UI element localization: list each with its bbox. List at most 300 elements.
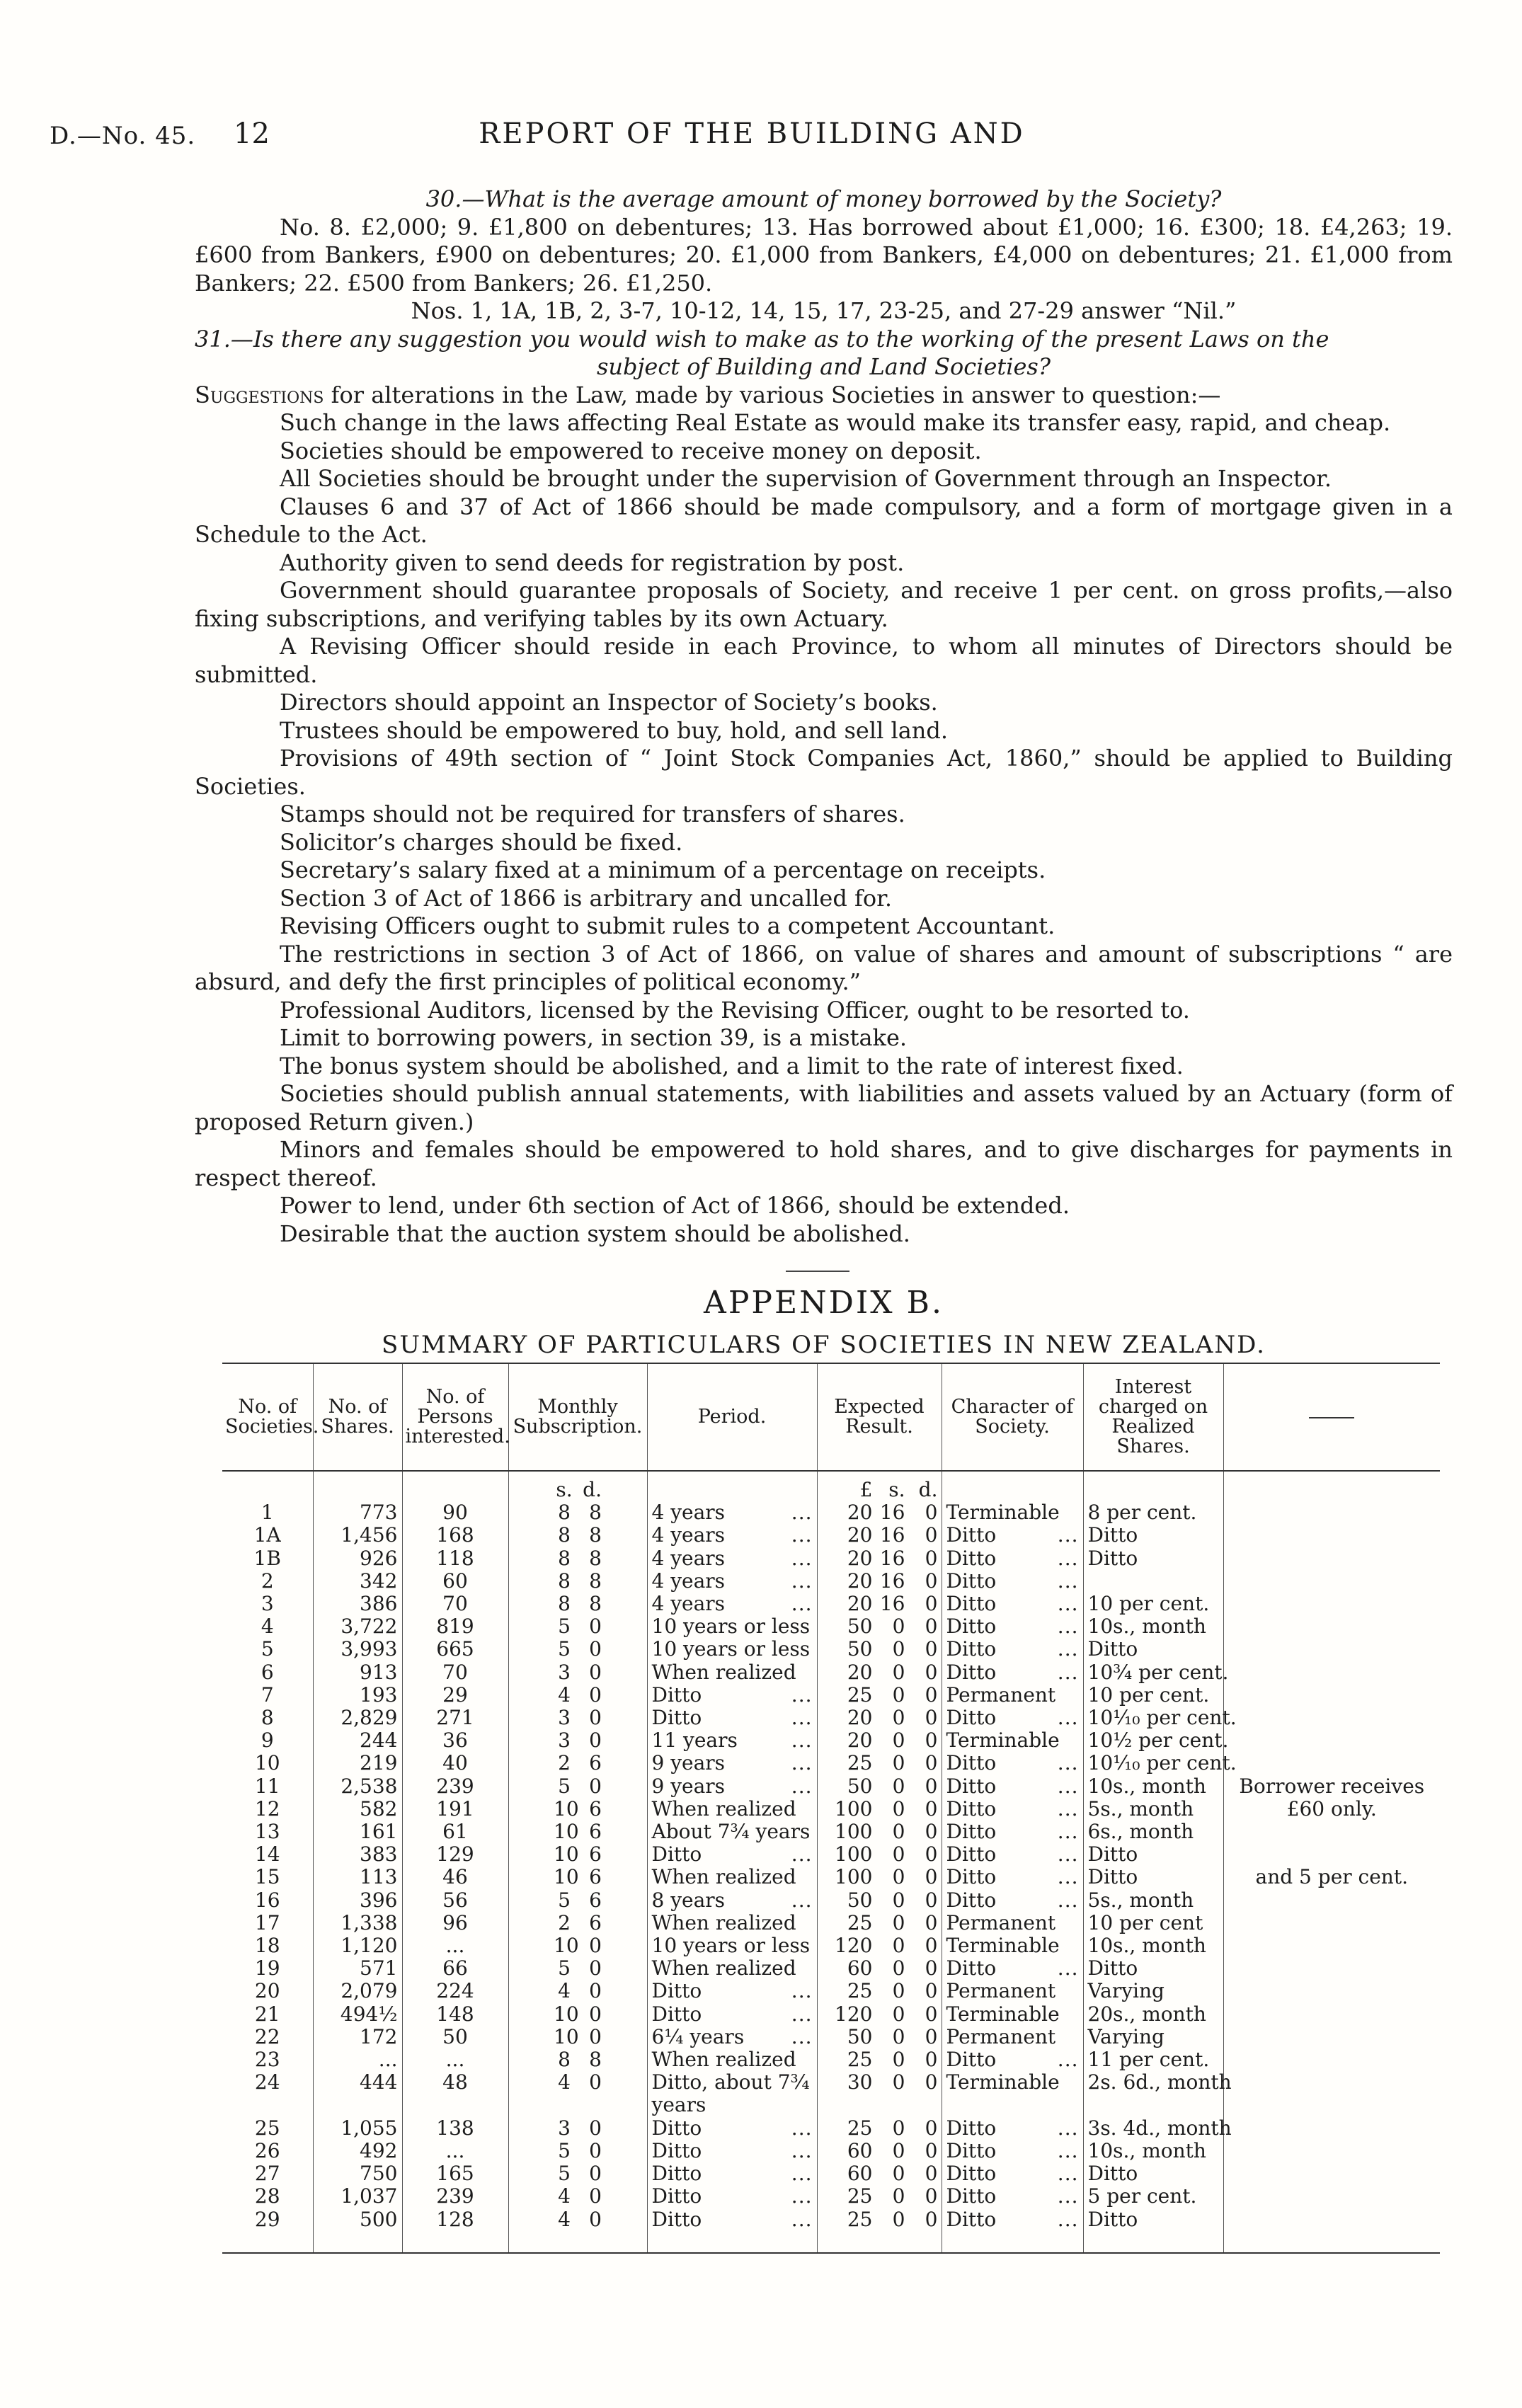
persons-count: 165 <box>436 2162 474 2186</box>
society-number: 5 <box>261 1637 274 1661</box>
remarks-cell <box>1223 1934 1440 1957</box>
society-number: 1 <box>261 1501 274 1525</box>
period-dots: ... <box>791 1569 813 1593</box>
sub-shillings: 3 <box>558 1706 571 1730</box>
character-dots: ... <box>1057 1888 1079 1912</box>
result-shillings: 0 <box>892 2162 905 2186</box>
suggestions-intro <box>195 382 1453 410</box>
interest: 3s. 4d., month <box>1087 2116 1232 2140</box>
sub-shillings: 5 <box>558 1774 571 1798</box>
character: Ditto <box>946 1865 997 1889</box>
table-row <box>222 1866 1440 1888</box>
character-dots: ... <box>1057 1637 1079 1661</box>
sub-shillings: 4 <box>558 1979 571 2003</box>
sub-shillings: 10 <box>554 1865 579 1889</box>
persons-count: 239 <box>436 2184 474 2208</box>
persons-count: 90 <box>442 1501 468 1525</box>
sub-pence: 8 <box>589 1501 602 1525</box>
character: Ditto <box>946 1842 997 1867</box>
sub-shillings: 10 <box>554 2002 579 2026</box>
shares-count: 492 <box>360 2138 398 2162</box>
suggestion-item: Minors and females should be empowered to hold shares, and to give discharges for payments in respect thereof. <box>195 1136 1453 1191</box>
remarks-cell <box>1223 1889 1440 1912</box>
persons-count: 66 <box>442 1956 468 1980</box>
shares-count: 383 <box>360 1842 398 1867</box>
shares-count: 571 <box>360 1956 398 1980</box>
result-pence: 0 <box>925 1569 938 1593</box>
interest: Varying <box>1087 2024 1165 2048</box>
interest: 10⅒ per cent. <box>1087 1751 1237 1775</box>
remarks-cell <box>1223 1752 1440 1775</box>
result-pence: 0 <box>925 2070 938 2094</box>
persons-count: 168 <box>436 1523 474 1547</box>
result-shillings: 0 <box>892 1615 905 1639</box>
society-number: 2 <box>261 1569 274 1593</box>
period: 4 years <box>651 1546 726 1570</box>
sub-pence: 8 <box>589 2048 602 2072</box>
remarks-cell <box>1223 1912 1440 1934</box>
period: Ditto <box>651 1682 702 1707</box>
result-pence: 0 <box>925 2116 938 2140</box>
suggestion-item: Directors should appoint an Inspector of Society’s books. <box>280 689 938 716</box>
result-shillings: 0 <box>892 1979 905 2003</box>
sub-pence: 8 <box>589 1523 602 1547</box>
header-societies: No. of Societies. <box>222 1363 313 1471</box>
period-dots: ... <box>791 2207 813 2231</box>
question-31-title-cont: subject of Building and Land Societies? <box>596 353 1051 380</box>
header-interest: Interest charged on Realized Shares. <box>1083 1363 1223 1471</box>
character: Terminable <box>946 1501 1060 1525</box>
remarks-cell <box>1223 2208 1440 2252</box>
result-shillings: 0 <box>892 1660 905 1684</box>
society-number: 15 <box>254 1865 280 1889</box>
persons-count: 61 <box>442 1820 468 1844</box>
sub-pence: 0 <box>589 1660 602 1684</box>
result-pounds: 100 <box>835 1842 873 1867</box>
period: Ditto, about 7¾ <box>651 2070 810 2094</box>
period-dots: ... <box>791 1774 813 1798</box>
sub-pence: 0 <box>589 2162 602 2186</box>
interest: Ditto <box>1087 2207 1138 2231</box>
period: years <box>651 2093 706 2117</box>
character: Ditto <box>946 2116 997 2140</box>
society-number: 1A <box>253 1523 281 1547</box>
result-pence: 0 <box>925 2184 938 2208</box>
remark-line: Borrower receives <box>1239 1774 1425 1798</box>
shares-count: 172 <box>360 2024 398 2048</box>
shares-count: 582 <box>360 1796 398 1821</box>
period: Ditto <box>651 2116 702 2140</box>
table-row <box>222 1501 1440 1524</box>
sub-shillings: 10 <box>554 2024 579 2048</box>
character-dots: ... <box>1057 2162 1079 2186</box>
result-pence: 0 <box>925 2002 938 2026</box>
interest: 20s., month <box>1087 2002 1206 2026</box>
result-shillings: 16 <box>879 1501 905 1525</box>
sub-shillings: 5 <box>558 2162 571 2186</box>
result-shillings: 0 <box>892 2184 905 2208</box>
table-row <box>222 1707 1440 1729</box>
result-shillings: 0 <box>892 1820 905 1844</box>
sub-pence: 0 <box>589 1774 602 1798</box>
result-pounds: 25 <box>847 1682 873 1707</box>
society-number: 23 <box>254 2048 280 2072</box>
suggestions-lead: Suggestions <box>195 381 324 408</box>
interest: 5s., month <box>1087 1796 1194 1821</box>
interest: Varying <box>1087 1979 1165 2003</box>
character: Permanent <box>946 1910 1056 1934</box>
persons-count: 70 <box>442 1660 468 1684</box>
result-shillings: 0 <box>892 2002 905 2026</box>
character: Ditto <box>946 1888 997 1912</box>
result-pence: 0 <box>925 1774 938 1798</box>
persons-count: 665 <box>436 1637 474 1661</box>
remarks-cell <box>1223 1593 1440 1615</box>
table-row <box>222 1684 1440 1707</box>
remarks-cell <box>1223 2026 1440 2048</box>
shares-count: ... <box>378 2048 398 2072</box>
shares-count: 2,538 <box>341 1774 398 1798</box>
shares-count: 193 <box>360 1682 398 1707</box>
result-pounds: 120 <box>835 2002 873 2026</box>
character-dots: ... <box>1057 1796 1079 1821</box>
result-pounds: 60 <box>847 2138 873 2162</box>
result-pence: 0 <box>925 1637 938 1661</box>
shares-count: 1,055 <box>341 2116 398 2140</box>
period-dots: ... <box>791 1888 813 1912</box>
table-row <box>222 1729 1440 1752</box>
result-pence: 0 <box>925 1615 938 1639</box>
result-pounds: 50 <box>847 1888 873 1912</box>
question-30-answer: No. 8. £2,000; 9. £1,800 on debentures; 13. Has borrowed about £1,000; 16. £300; 18. £4,263; 19. £600 from Bankers, £900 on debentures; 20. £1,000 from Bankers, £4,000 on debentures; 21. £1,000 from Bankers; 22. £500 from Bankers; 26. £1,250. <box>195 213 1453 297</box>
persons-count: 271 <box>436 1706 474 1730</box>
result-shillings: 0 <box>892 1751 905 1775</box>
result-pence: 0 <box>925 1910 938 1934</box>
society-number: 24 <box>254 2070 280 2094</box>
period-dots: ... <box>791 1842 813 1867</box>
sub-pence: 0 <box>589 1956 602 1980</box>
result-pounds: 20 <box>847 1546 873 1570</box>
interest: 10 per cent. <box>1087 1592 1210 1616</box>
persons-count: ... <box>445 1934 465 1958</box>
society-number: 19 <box>254 1956 280 1980</box>
result-pounds: 20 <box>847 1706 873 1730</box>
result-pounds: 25 <box>847 2116 873 2140</box>
result-pounds: 25 <box>847 1751 873 1775</box>
character-dots: ... <box>1057 2048 1079 2072</box>
remarks-cell <box>1223 1843 1440 1866</box>
result-shillings: 0 <box>892 2048 905 2072</box>
result-shillings: 0 <box>892 1910 905 1934</box>
suggestion-item: Power to lend, under 6th section of Act of 1866, should be extended. <box>280 1192 1070 1219</box>
sub-shillings: 4 <box>558 2070 571 2094</box>
society-number: 18 <box>254 1934 280 1958</box>
period-dots: ... <box>791 2116 813 2140</box>
society-number: 25 <box>254 2116 280 2140</box>
period-dots: ... <box>791 2162 813 2186</box>
period: When realized <box>651 1660 796 1684</box>
shares-count: 2,829 <box>341 1706 398 1730</box>
table-row <box>222 2208 1440 2252</box>
result-shillings: 0 <box>892 2138 905 2162</box>
suggestion-item: Societies should publish annual statements, with liabilities and assets valued by an Actuary (form of proposed Return given.) <box>195 1080 1453 1135</box>
period: When realized <box>651 1865 796 1889</box>
result-pounds: 60 <box>847 2162 873 2186</box>
character-dots: ... <box>1057 1820 1079 1844</box>
result-shillings: 0 <box>892 1774 905 1798</box>
header-persons: No. of Persons interested. <box>402 1363 508 1471</box>
result-shillings: 0 <box>892 1888 905 1912</box>
character-dots: ... <box>1057 1615 1079 1639</box>
result-pence: 0 <box>925 1592 938 1616</box>
character: Ditto <box>946 1637 997 1661</box>
result-pounds: 50 <box>847 1774 873 1798</box>
interest: 10s., month <box>1087 1615 1206 1639</box>
sub-shillings: 4 <box>558 2184 571 2208</box>
result-shillings: 0 <box>892 2116 905 2140</box>
period: 8 years <box>651 1888 726 1912</box>
shares-count: 750 <box>360 2162 398 2186</box>
persons-count: ... <box>445 2138 465 2162</box>
society-number: 8 <box>261 1706 274 1730</box>
character: Ditto <box>946 1592 997 1616</box>
suggestion-item: Section 3 of Act of 1866 is arbitrary and uncalled for. <box>280 884 893 912</box>
remarks-cell <box>1223 1570 1440 1593</box>
remarks-cell <box>1223 2003 1440 2026</box>
persons-count: 224 <box>436 1979 474 2003</box>
sub-pence: 0 <box>589 2138 602 2162</box>
period: Ditto <box>651 2207 702 2231</box>
interest: 10 per cent. <box>1087 1682 1210 1707</box>
remarks-cell <box>1223 1501 1440 1524</box>
suggestion-item: The restrictions in section 3 of Act of 1866, on value of shares and amount of subscriptions “ are absurd, and defy the first principles of political economy.” <box>195 940 1453 995</box>
suggestion-item: Such change in the laws affecting Real Estate as would make its transfer easy, rapid, and cheap. <box>280 409 1391 436</box>
shares-count: 1,338 <box>341 1910 398 1934</box>
running-head <box>50 115 1454 157</box>
suggestion-item: Provisions of 49th section of “ Joint Stock Companies Act, 1860,” should be applied to Building Societies. <box>195 745 1453 800</box>
period: 4 years <box>651 1501 726 1525</box>
character-dots: ... <box>1057 1842 1079 1867</box>
character-dots: ... <box>1057 1865 1079 1889</box>
sub-pence: 8 <box>589 1546 602 1570</box>
result-pence: 0 <box>925 1682 938 1707</box>
table-header-row <box>222 1363 1440 1471</box>
table-row <box>222 1593 1440 1615</box>
remarks-cell <box>1223 1684 1440 1707</box>
period-dots: ... <box>791 1546 813 1570</box>
sub-pence: 0 <box>589 1637 602 1661</box>
table-row <box>222 1957 1440 1980</box>
sub-shillings: 8 <box>558 1501 571 1525</box>
period: Ditto <box>651 1706 702 1730</box>
period: Ditto <box>651 2138 702 2162</box>
society-number: 1B <box>253 1546 281 1570</box>
shares-count: 2,079 <box>341 1979 398 2003</box>
interest: Ditto <box>1087 1842 1138 1867</box>
interest: 10s., month <box>1087 2138 1206 2162</box>
shares-count: 396 <box>360 1888 398 1912</box>
shares-count: 1,456 <box>341 1523 398 1547</box>
character-dots: ... <box>1057 1751 1079 1775</box>
sub-pence: 0 <box>589 1615 602 1639</box>
period: 4 years <box>651 1569 726 1593</box>
persons-count: 56 <box>442 1888 468 1912</box>
period: Ditto <box>651 1842 702 1867</box>
remarks-cell <box>1223 1821 1440 1843</box>
character: Ditto <box>946 2048 997 2072</box>
result-pounds: 100 <box>835 1820 873 1844</box>
sub-pence: 6 <box>589 1865 602 1889</box>
suggestion-item: Revising Officers ought to submit rules to a competent Accountant. <box>280 912 1055 939</box>
result-pence: 0 <box>925 2138 938 2162</box>
persons-count: 36 <box>442 1728 468 1753</box>
table-row <box>222 2071 1440 2094</box>
character: Ditto <box>946 1546 997 1570</box>
period: About 7¾ years <box>651 1820 811 1844</box>
table-row <box>222 2185 1440 2208</box>
interest: 10s., month <box>1087 1934 1206 1958</box>
society-number: 10 <box>254 1751 280 1775</box>
header-shares: No. of Shares. <box>313 1363 402 1471</box>
table-row <box>222 1775 1440 1798</box>
shares-count: 773 <box>360 1501 398 1525</box>
period-dots: ... <box>791 1706 813 1730</box>
sub-shillings: 5 <box>558 1956 571 1980</box>
shares-count: 161 <box>360 1820 398 1844</box>
character: Ditto <box>946 2162 997 2186</box>
period-dots: ... <box>791 2024 813 2048</box>
result-pence: 0 <box>925 1842 938 1867</box>
result-shillings: 0 <box>892 1934 905 1958</box>
sub-shillings: 10 <box>554 1820 579 1844</box>
period: 10 years or less <box>651 1637 811 1661</box>
period: When realized <box>651 1956 796 1980</box>
result-pence: 0 <box>925 2024 938 2048</box>
result-pounds: 50 <box>847 2024 873 2048</box>
sub-pence: 0 <box>589 2207 602 2231</box>
sub-shillings: 8 <box>558 1523 571 1547</box>
period-dots: ... <box>791 1523 813 1547</box>
page-number: 12 <box>234 117 270 150</box>
remarks-cell <box>1223 1798 1440 1821</box>
suggestion-item: Desirable that the auction system should be abolished. <box>280 1220 910 1247</box>
sub-shillings: 5 <box>558 1888 571 1912</box>
character: Permanent <box>946 2024 1056 2048</box>
interest: 5s., month <box>1087 1888 1194 1912</box>
suggestion-item: Trustees should be empowered to buy, hold, and sell land. <box>280 716 949 744</box>
suggestion-item: A Revising Officer should reside in each Province, to whom all minutes of Directors should be submitted. <box>195 633 1453 688</box>
interest: 10s., month <box>1087 1774 1206 1798</box>
result-pounds: 20 <box>847 1523 873 1547</box>
table-row <box>222 1843 1440 1866</box>
suggestions-intro-text: for alterations in the Law, made by various Societies in answer to question:— <box>324 381 1221 408</box>
persons-count: 148 <box>436 2002 474 2026</box>
units-row <box>222 1471 1440 1501</box>
period: 9 years <box>651 1774 726 1798</box>
period: Ditto <box>651 1979 702 2003</box>
table-body <box>222 1471 1440 2252</box>
society-number: 26 <box>254 2138 280 2162</box>
period: 6¼ years <box>651 2024 745 2048</box>
table-row <box>222 2094 1440 2116</box>
sub-shillings: 10 <box>554 1842 579 1867</box>
persons-count: 60 <box>442 1569 468 1593</box>
shares-count: 3,993 <box>341 1637 398 1661</box>
character: Ditto <box>946 1820 997 1844</box>
sub-pence: 0 <box>589 2184 602 2208</box>
remarks-cell <box>1223 1729 1440 1752</box>
interest: Ditto <box>1087 1956 1138 1980</box>
period-dots: ... <box>791 1728 813 1753</box>
shares-count: 1,120 <box>341 1934 398 1958</box>
character-dots: ... <box>1057 2138 1079 2162</box>
result-pounds: 25 <box>847 2048 873 2072</box>
society-number: 16 <box>254 1888 280 1912</box>
character: Ditto <box>946 1706 997 1730</box>
result-shillings: 16 <box>879 1592 905 1616</box>
persons-count: ... <box>445 2048 465 2072</box>
report-body <box>195 185 1453 1248</box>
character: Permanent <box>946 1682 1056 1707</box>
question-30-title: 30.—What is the average amount of money borrowed by the Society? <box>425 185 1222 212</box>
remarks-cell <box>1223 1980 1440 2002</box>
period: When realized <box>651 1796 796 1821</box>
persons-count: 40 <box>442 1751 468 1775</box>
character-dots: ... <box>1057 2116 1079 2140</box>
character-dots: ... <box>1057 2184 1079 2208</box>
remarks-cell <box>1223 1524 1440 1547</box>
period-dots: ... <box>791 1501 813 1525</box>
character: Terminable <box>946 1728 1060 1753</box>
society-number: 22 <box>254 2024 280 2048</box>
character: Ditto <box>946 1774 997 1798</box>
period-dots: ... <box>791 2138 813 2162</box>
sub-pence: 0 <box>589 2024 602 2048</box>
character: Ditto <box>946 1569 997 1593</box>
table-row <box>222 1570 1440 1593</box>
header-dash <box>1309 1417 1354 1418</box>
result-shillings: 0 <box>892 1706 905 1730</box>
result-pence: 0 <box>925 2048 938 2072</box>
remarks-cell <box>1223 1547 1440 1570</box>
suggestion-item: Societies should be empowered to receive money on deposit. <box>280 437 982 464</box>
persons-count: 50 <box>442 2024 468 2048</box>
sub-shillings: 2 <box>558 1910 571 1934</box>
sub-shillings: 8 <box>558 1546 571 1570</box>
shares-count: 113 <box>360 1865 398 1889</box>
result-pence: 0 <box>925 1751 938 1775</box>
interest: 10⅒ per cent. <box>1087 1706 1237 1730</box>
character: Ditto <box>946 1956 997 1980</box>
character: Ditto <box>946 1751 997 1775</box>
result-pounds: 30 <box>847 2070 873 2094</box>
suggestion-item: Secretary’s salary fixed at a minimum of a percentage on receipts. <box>280 856 1046 883</box>
society-number: 7 <box>261 1682 274 1707</box>
character: Terminable <box>946 2070 1060 2094</box>
interest: Ditto <box>1087 1865 1138 1889</box>
society-number: 14 <box>254 1842 280 1867</box>
sub-pence: 8 <box>589 1592 602 1616</box>
result-pounds: 20 <box>847 1569 873 1593</box>
table-row <box>222 2117 1440 2140</box>
table-row <box>222 1752 1440 1775</box>
persons-count: 819 <box>436 1615 474 1639</box>
sub-pence: 6 <box>589 1888 602 1912</box>
suggestion-item: Solicitor’s charges should be fixed. <box>280 828 683 856</box>
society-number: 4 <box>261 1615 274 1639</box>
remarks-cell <box>1223 2162 1440 2185</box>
shares-count: 219 <box>360 1751 398 1775</box>
